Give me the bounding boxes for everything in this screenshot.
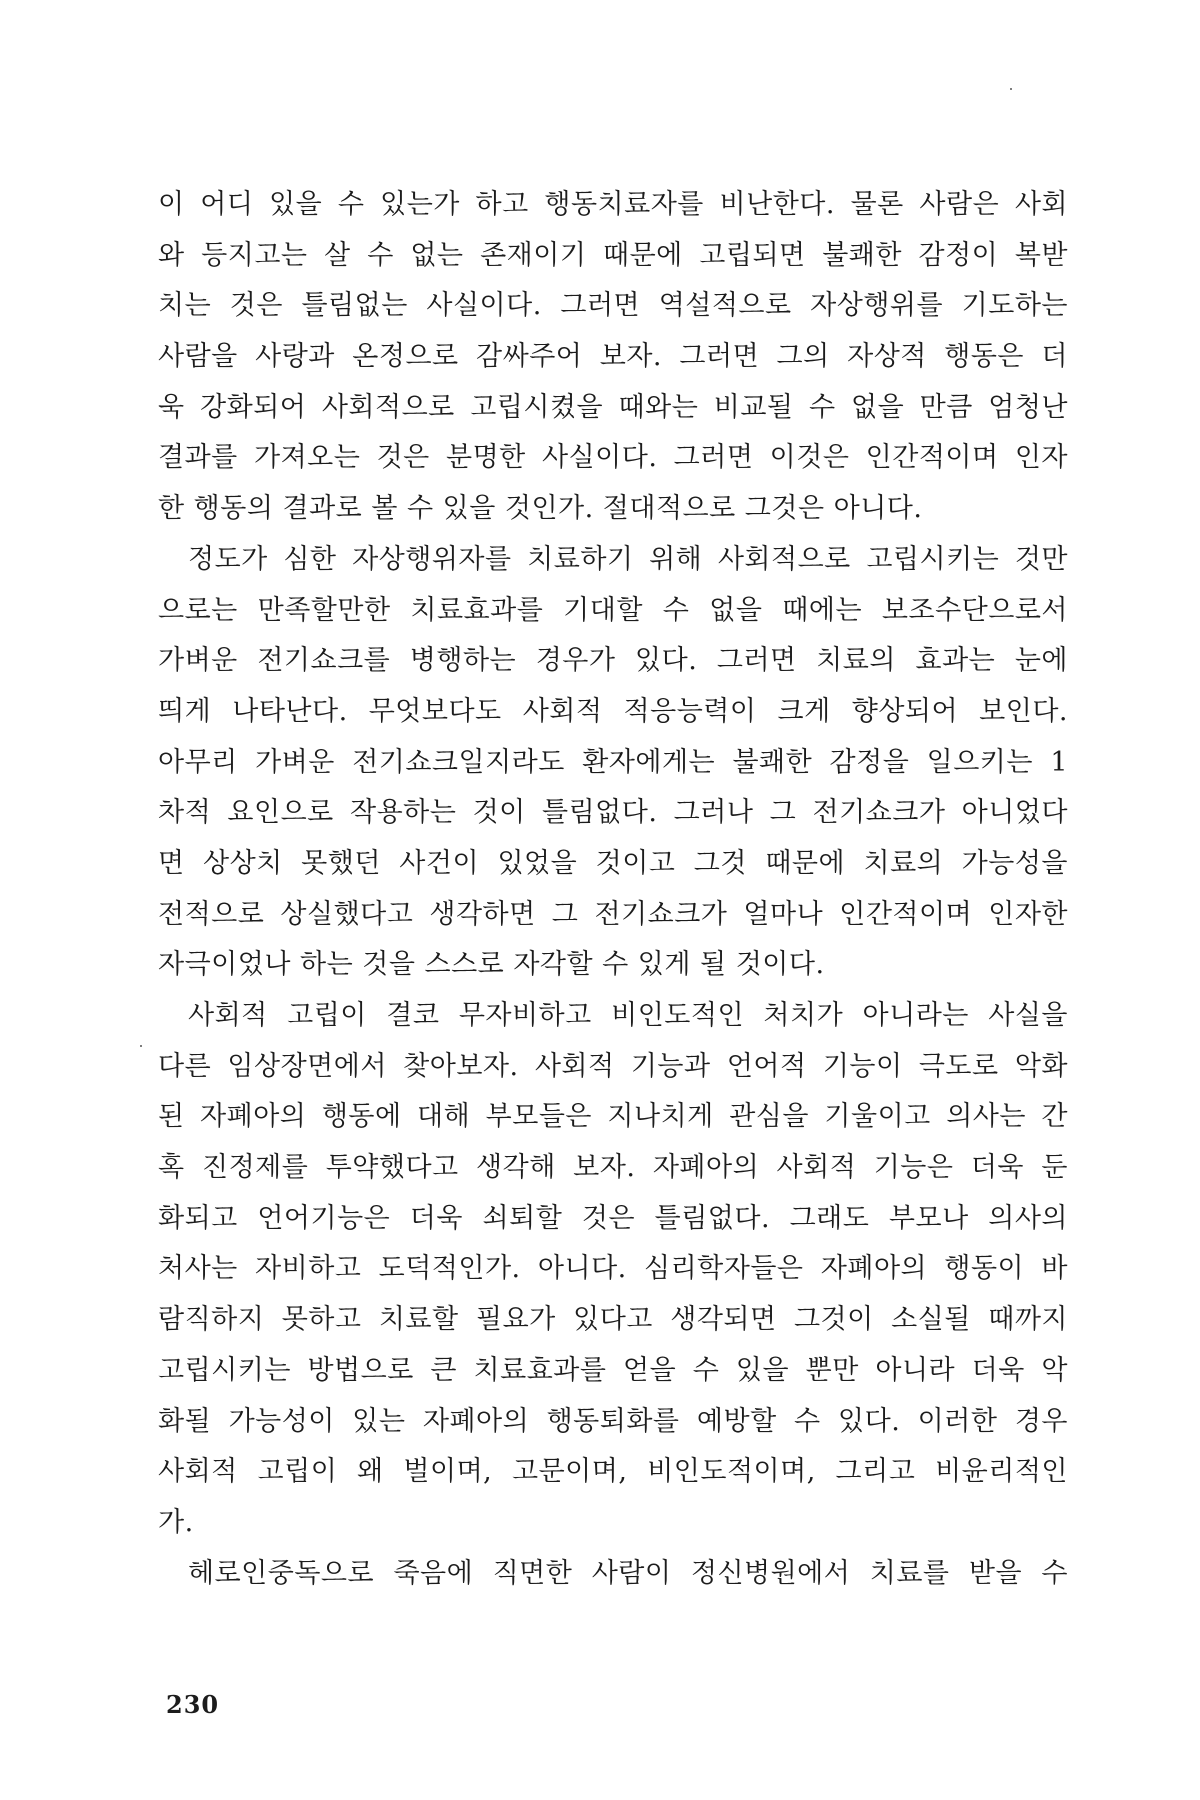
text-line: 띄게 나타난다. 무엇보다도 사회적 적응능력이 크게 향상되어 보인다. — [158, 695, 1068, 727]
text-line: 결과를 가져오는 것은 분명한 사실이다. 그러면 이것은 인간적이며 인자 — [158, 442, 1068, 474]
text-line: 람직하지 못하고 치료할 필요가 있다고 생각되면 그것이 소실될 때까지 — [158, 1304, 1068, 1336]
text-line: 처사는 자비하고 도덕적인가. 아니다. 심리학자들은 자폐아의 행동이 바 — [158, 1253, 1068, 1285]
text-line: 헤로인중독으로 죽음에 직면한 사람이 정신병원에서 치료를 받을 수 — [188, 1557, 1068, 1589]
scan-speck — [1010, 88, 1012, 90]
text-line: 아무리 가벼운 전기쇼크일지라도 환자에게는 불쾌한 감정을 일으키는 1 — [158, 746, 1068, 778]
text-line: 화되고 언어기능은 더욱 쇠퇴할 것은 틀림없다. 그래도 부모나 의사의 — [158, 1202, 1068, 1234]
text-line: 이 어디 있을 수 있는가 하고 행동치료자를 비난한다. 물론 사람은 사회 — [158, 189, 1068, 220]
text-line: 고립시키는 방법으로 큰 치료효과를 얻을 수 있을 뿐만 아니라 더욱 악 — [158, 1354, 1068, 1386]
scan-speck — [140, 1045, 142, 1047]
text-line: 치는 것은 틀림없는 사실이다. 그러면 역설적으로 자상행위를 기도하는 — [158, 290, 1068, 322]
text-line: 자극이었나 하는 것을 스스로 자각할 수 있게 될 것이다. — [158, 949, 825, 981]
text-line: 다른 임상장면에서 찾아보자. 사회적 기능과 언어적 기능이 극도로 악화 — [158, 1050, 1068, 1082]
text-line: 으로는 만족할만한 치료효과를 기대할 수 없을 때에는 보조수단으로서 — [158, 594, 1068, 626]
text-line: 한 행동의 결과로 볼 수 있을 것인가. 절대적으로 그것은 아니다. — [158, 493, 923, 525]
text-line: 사회적 고립이 결코 무자비하고 비인도적인 처치가 아니라는 사실을 — [188, 1000, 1068, 1031]
text-line: 와 등지고는 살 수 없는 존재이기 때문에 고립되면 불쾌한 감정이 복받 — [158, 239, 1068, 271]
text-line: 가벼운 전기쇼크를 병행하는 경우가 있다. 그러면 치료의 효과는 눈에 — [158, 645, 1068, 677]
page-number: 230 — [166, 1690, 220, 1719]
text-line: 전적으로 상실했다고 생각하면 그 전기쇼크가 얼마나 인간적이며 인자한 — [158, 898, 1068, 930]
text-line: 사람을 사랑과 온정으로 감싸주어 보자. 그러면 그의 자상적 행동은 더 — [158, 341, 1068, 373]
text-line: 차적 요인으로 작용하는 것이 틀림없다. 그러나 그 전기쇼크가 아니었다 — [158, 797, 1068, 829]
text-line: 정도가 심한 자상행위자를 치료하기 위해 사회적으로 고립시키는 것만 — [188, 543, 1068, 575]
text-line: 화될 가능성이 있는 자폐아의 행동퇴화를 예방할 수 있다. 이러한 경우 — [158, 1405, 1068, 1437]
text-line: 면 상상치 못했던 사건이 있었을 것이고 그것 때문에 치료의 가능성을 — [158, 847, 1068, 879]
text-line: 사회적 고립이 왜 벌이며, 고문이며, 비인도적이며, 그리고 비윤리적인 — [158, 1456, 1068, 1488]
text-line: 혹 진정제를 투약했다고 생각해 보자. 자폐아의 사회적 기능은 더욱 둔 — [158, 1152, 1068, 1184]
text-line: 가. — [158, 1506, 194, 1538]
text-line: 욱 강화되어 사회적으로 고립시켰을 때와는 비교될 수 없을 만큼 엄청난 — [158, 391, 1068, 423]
body-text — [158, 180, 1068, 1599]
text-line: 된 자폐아의 행동에 대해 부모들은 지나치게 관심을 기울이고 의사는 간 — [158, 1101, 1068, 1133]
